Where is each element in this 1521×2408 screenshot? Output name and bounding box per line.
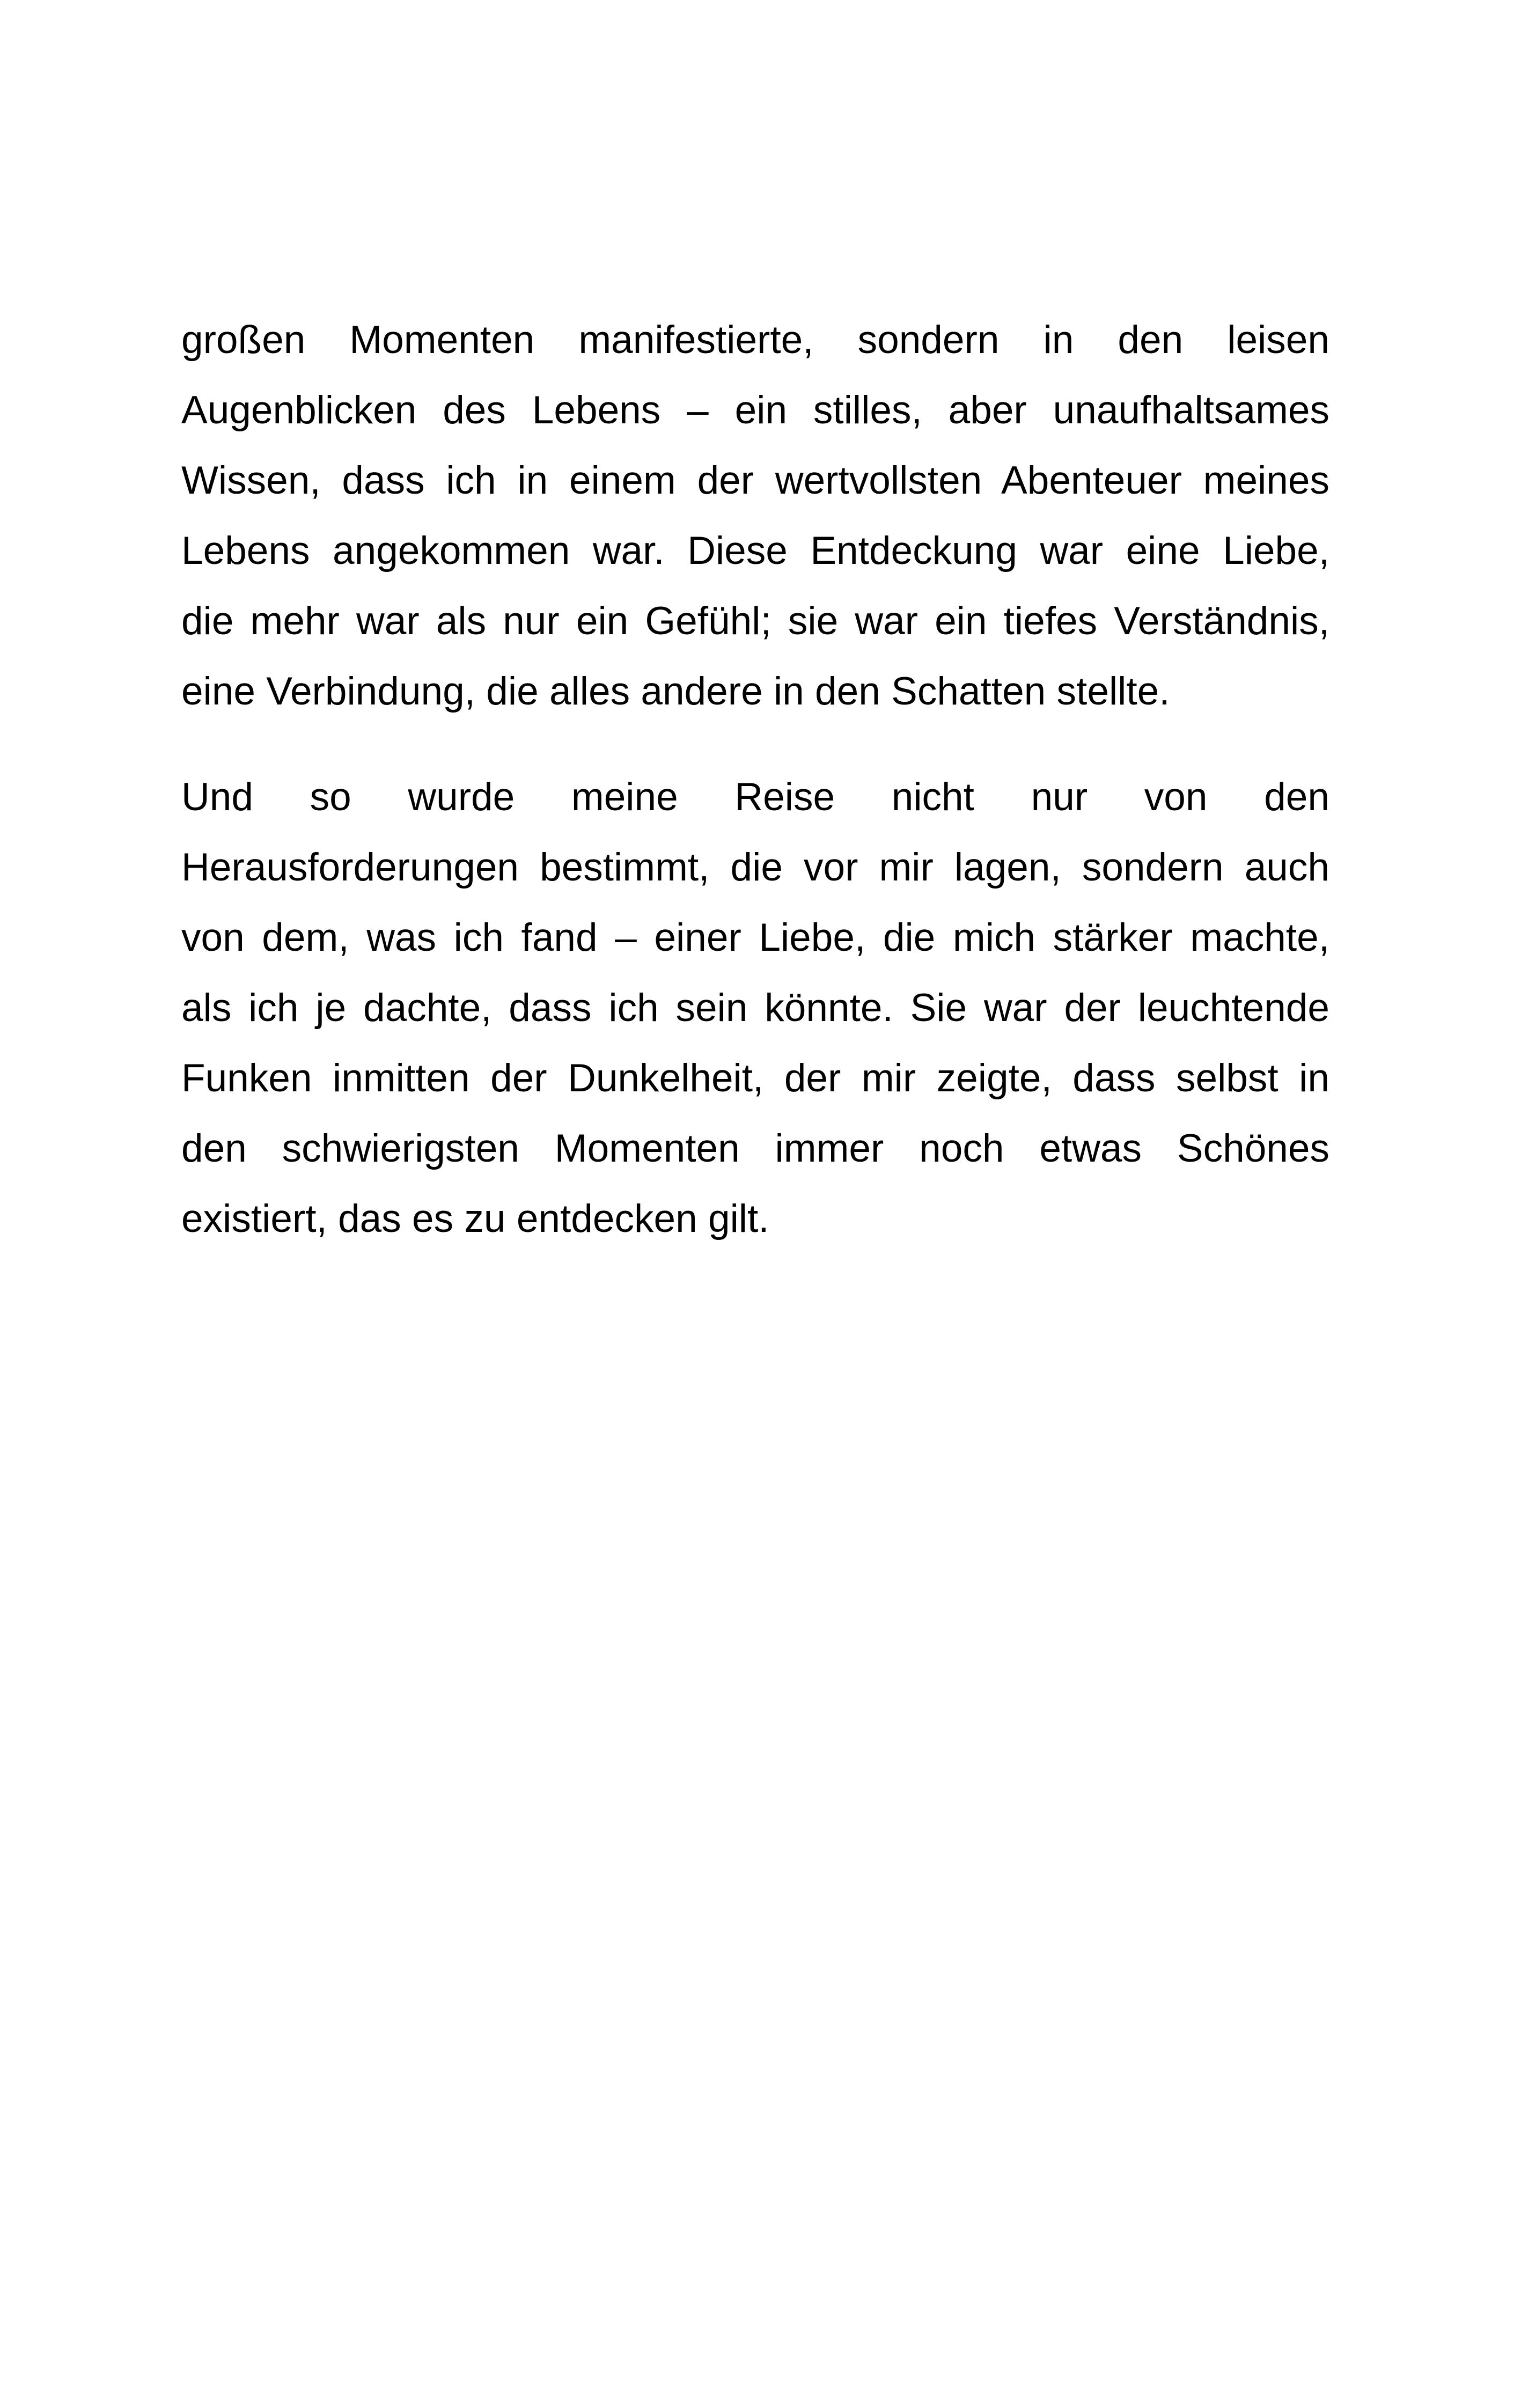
text-line: Augenblicken des Lebens – ein stilles, aber unaufhaltsames [181,388,1329,432]
text-line: Wissen, dass ich in einem der wertvollsten Abenteuer meines [181,459,1329,502]
text-line: Herausforderungen bestimmt, die vor mir lagen, sondern auch [181,846,1329,889]
text-line: als ich je dachte, dass ich sein könnte. Sie war der leuchtende [181,986,1329,1030]
text-line: eine Verbindung, die alles andere in den Schatten stellte. [181,670,1170,713]
text-line: den schwierigsten Momenten immer noch etwas Schönes [181,1127,1329,1170]
paragraph-2 [181,762,1329,1254]
text-line: großen Momenten manifestierte, sondern in den leisen [181,318,1329,362]
paragraph-1 [181,305,1329,726]
body-text [181,305,1329,1254]
text-line: Lebens angekommen war. Diese Entdeckung war eine Liebe, [181,529,1329,572]
text-line: Und so wurde meine Reise nicht nur von den [181,775,1329,819]
text-line: Funken inmitten der Dunkelheit, der mir zeigte, dass selbst in [181,1056,1329,1100]
text-line: existiert, das es zu entdecken gilt. [181,1197,769,1240]
text-line: von dem, was ich fand – einer Liebe, die mich stärker machte, [181,916,1329,959]
text-line: die mehr war als nur ein Gefühl; sie war ein tiefes Verständnis, [181,599,1329,643]
